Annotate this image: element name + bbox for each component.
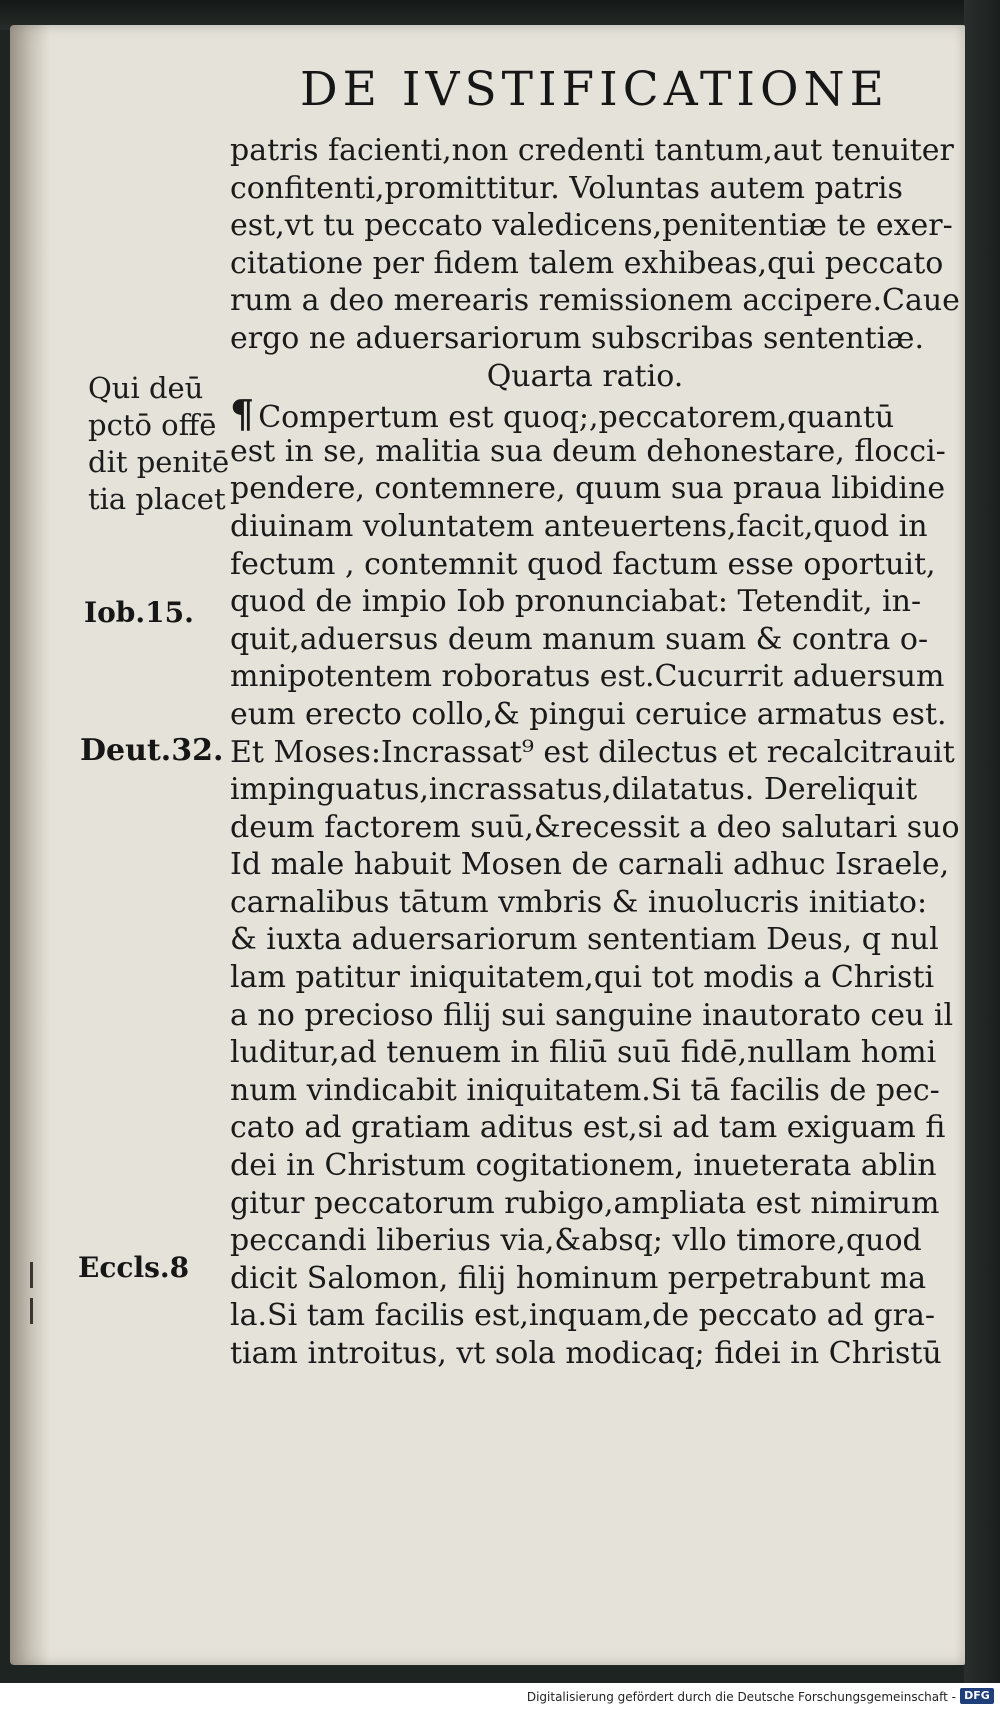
text-line: citatione per fidem talem exhibeas,qui peccato xyxy=(230,245,944,281)
margin-note-line: pctō offē xyxy=(88,408,217,442)
spine-shadow xyxy=(10,25,50,1665)
text-line: rum a deo merearis remissionem accipere.Caue xyxy=(230,283,960,319)
section-heading: Quarta ratio. xyxy=(486,358,684,394)
text-line: quod de impio Iob pronunciabat: Tetendit, in- xyxy=(230,584,922,620)
text-line: carnalibus tātum vmbris & inuolucris initiato: xyxy=(230,884,928,920)
pilcrow-mark: ¶ xyxy=(230,391,255,437)
text-line: gitur peccatorum rubigo,ampliata est nimirum xyxy=(230,1185,940,1221)
text-line: mnipotentem roboratus est.Cucurrit aduersum xyxy=(230,659,945,695)
margin-note-eccls: Eccls.8 xyxy=(78,1251,190,1284)
text-line: impinguatus,incrassatus,dilatatus. Dereliquit xyxy=(230,772,918,808)
margin-note-line: tia placet xyxy=(88,482,226,516)
text-line: confitenti,promittitur. Voluntas autem patris xyxy=(230,170,903,206)
margin-note-penitentia xyxy=(88,370,229,518)
text-line: patris facienti,non credenti tantum,aut tenuiter xyxy=(230,133,954,168)
dfg-logo: DFG xyxy=(960,1688,994,1704)
text-line: num vindicabit iniquitatem.Si tā facilis de pec- xyxy=(230,1072,940,1108)
text-line: eum erecto collo,& pingui ceruice armatus est. xyxy=(230,696,947,732)
text-line: luditur,ad tenuem in filiū suū fidē,nullam homi xyxy=(230,1035,937,1071)
text-line: tiam introitus, vt sola modicaq; fidei in Christū xyxy=(230,1336,942,1371)
margin-tick-mark xyxy=(30,1262,33,1288)
margin-note-line: dit penitē xyxy=(88,445,230,479)
text-line xyxy=(230,391,940,437)
text-line: la.Si tam facilis est,inquam,de peccato ad gra- xyxy=(230,1298,935,1334)
text-line: est,vt tu peccato valedicens,penitentiæ te exer- xyxy=(230,208,953,244)
running-head: DE IVSTIFICATIONE xyxy=(300,62,889,117)
text-line: cato ad gratiam aditus est,si ad tam exiguam fi xyxy=(230,1110,946,1146)
book-edge-right xyxy=(964,0,1000,1711)
funding-footer: Digitalisierung gefördert durch die Deutsche Forschungsgemeinschaft - xyxy=(526,1690,956,1704)
text-line: lam patitur iniquitatem,qui tot modis a Christi xyxy=(230,960,935,996)
text-line: dei in Christum cogitationem, inueterata ablin xyxy=(230,1148,937,1184)
margin-note-line: Qui deū xyxy=(88,371,204,405)
margin-tick-mark xyxy=(30,1298,33,1324)
text-line: fectum , contemnit quod factum esse oportuit, xyxy=(230,546,936,582)
text-line: diuinam voluntatem anteuertens,facit,quod in xyxy=(230,508,928,544)
margin-note-iob: Iob.15. xyxy=(84,596,194,629)
text-line: a no precioso filij sui sanguine inautorato ceu il xyxy=(230,997,954,1033)
text-line: ergo ne aduersariorum subscribas sententiæ. xyxy=(230,320,924,356)
text-line: quit,aduersus deum manum suam & contra o- xyxy=(230,621,929,657)
text-line: pendere, contemnere, quum sua praua libidine xyxy=(230,471,946,507)
text-line: & iuxta aduersariorum sententiam Deus, q nul xyxy=(230,922,939,958)
text-line-content: Compertum est quoq;,peccatorem,quantū xyxy=(258,400,895,436)
text-line: Id male habuit Mosen de carnali adhuc Israele, xyxy=(230,847,950,883)
body-text xyxy=(230,132,960,1373)
text-line: Et Moses:Incrassat⁹ est dilectus et recalcitrauit xyxy=(230,734,955,770)
text-line: deum factorem suū,&recessit a deo salutari suo xyxy=(230,809,960,845)
text-line: peccandi liberius via,&absq; vllo timore,quod xyxy=(230,1223,922,1259)
text-line: est in se, malitia sua deum dehonestare, flocci- xyxy=(230,433,946,469)
margin-note-deut: Deut.32. xyxy=(80,733,224,768)
text-line: dicit Salomon, filij hominum perpetrabunt ma xyxy=(230,1260,927,1296)
